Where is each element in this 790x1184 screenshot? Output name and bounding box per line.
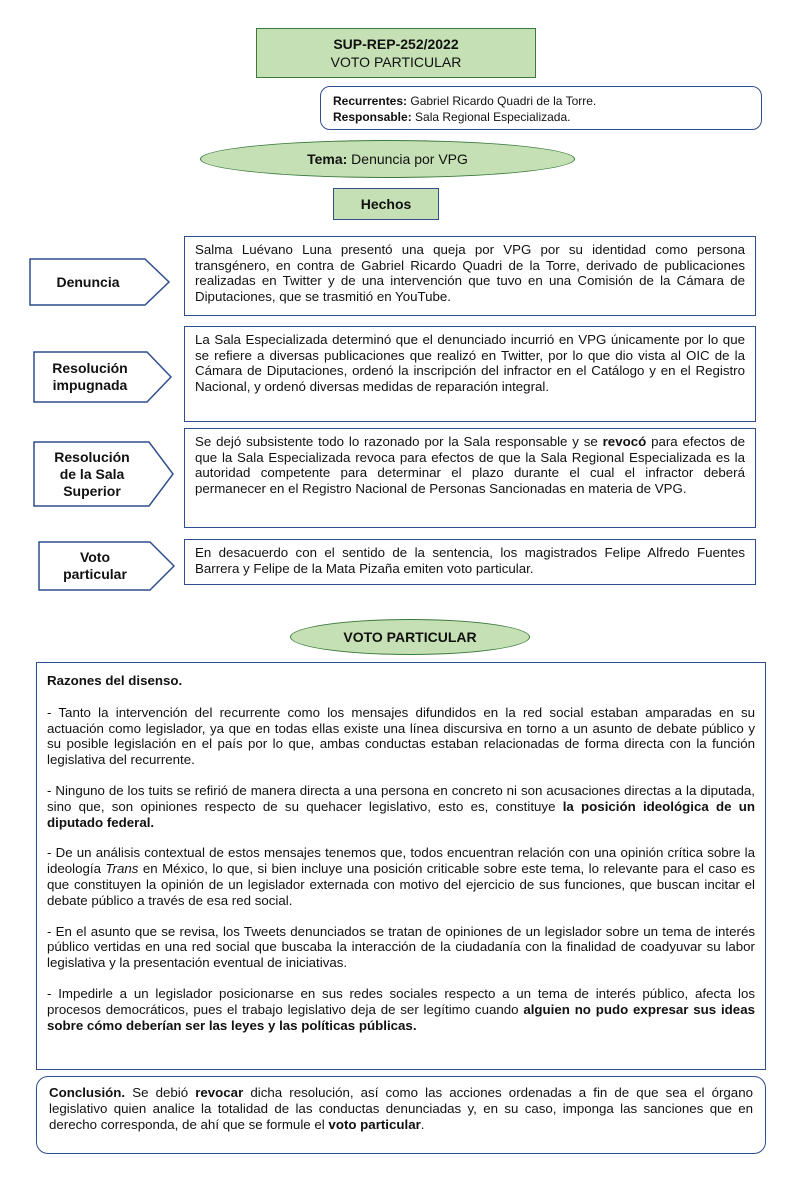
responsable-label: Responsable:: [333, 110, 412, 124]
doc-type: VOTO PARTICULAR: [330, 54, 462, 70]
reason-paragraph-2: - Ninguno de los tuits se refirió de manera directa a una persona en concreto ni son acusaciones directas a la diputada, sino que, son opiniones respecto de su quehacer legislativo, esto es, constituye la posición ideológica de un diputado federal.: [47, 782, 755, 830]
fact-text-voto-particular: En desacuerdo con el sentido de la sentencia, los magistrados Felipe Alfredo Fuentes Barrera y Felipe de la Mata Pizaña emiten voto particular.: [184, 539, 756, 585]
recurrentes-line: [333, 93, 749, 109]
responsable-line: [333, 109, 749, 125]
reasons-title: Razones del disenso.: [47, 673, 183, 688]
hechos-title: Hechos: [333, 188, 439, 220]
fact-label-resolucion-impugnada: Resolución impugnada: [52, 360, 128, 393]
tema-label: Tema:: [307, 151, 348, 167]
conclusion-label: Conclusión.: [49, 1085, 126, 1100]
reason-paragraph-3: - De un análisis contextual de estos mensajes tenemos que, todos encuentran relación con una opinión crítica sobre la ideología Trans en México, lo que, si bien incluye una posición criticable sobre este tema, lo relevante para el caso es que constituyen la opinión de un legislador externada con motivo del ejercicio de sus funciones, que buscan incitar el debate público a través de esa red social.: [47, 845, 755, 908]
conclusion-box: Conclusión. Se debió revocar dicha resolución, así como las acciones ordenadas a fin de que sea el órgano legislativo quien analice la totalidad de las conductas denunciadas y, en su caso, imponga las sanciones que en derecho corresponda, de ahí que se formule el voto particular.: [36, 1076, 766, 1154]
tema-oval: [200, 140, 575, 178]
reason-paragraph-4: - En el asunto que se revisa, los Tweets denunciados se tratan de opiniones de un legislador sobre un tema de interés público vertidas en una red social que buscaba la interacción de la ciudadanía con la finalidad de coadyuvar su labor legislativa y la presentación eventual de iniciativas.: [47, 923, 755, 971]
fact-label-resolucion-sala-superior: Resolución de la Sala Superior: [54, 448, 130, 499]
reason-paragraph-5: - Impedirle a un legislador posicionarse en sus redes sociales respecto a un tema de interés público, afecta los procesos democráticos, pues el trabajo legislativo deja de ser legítimo cuando alguien no pudo expresar sus ideas sobre cómo deberían ser las leyes y las políticas públicas.: [47, 985, 755, 1033]
case-header: [256, 28, 536, 78]
fact-text-resolucion-impugnada: La Sala Especializada determinó que el denunciado incurrió en VPG únicamente por lo que se refiere a diversas publicaciones que realizó en Twitter, por lo que dio vista al OIC de la Cámara de Diputaciones, ordenó la inscripción del infractor en el Catálogo y en el Registro Nacional, y ordenó diversas medidas de reparación integral.: [184, 326, 756, 422]
case-number: SUP-REP-252/2022: [333, 36, 459, 52]
recurrentes-value: Gabriel Ricardo Quadri de la Torre.: [410, 94, 597, 108]
voto-particular-oval: VOTO PARTICULAR: [290, 619, 530, 655]
fact-label-voto-particular: Voto particular: [63, 549, 127, 582]
fact-label-denuncia: Denuncia: [56, 273, 120, 290]
recurrentes-label: Recurrentes:: [333, 94, 408, 108]
parties-box: [320, 86, 762, 130]
fact-text-resolucion-sala-superior: Se dejó subsistente todo lo razonado por la Sala responsable y se revocó para efectos de que la Sala Especializada revoca para efectos de que la Sala Regional Especializada es la autoridad competente para determinar el plazo durante el cual el infractor deberá permanecer en el Registro Nacional de Personas Sancionadas en materia de VPG.: [184, 428, 756, 528]
reasons-box: [36, 662, 766, 1070]
responsable-value: Sala Regional Especializada.: [415, 110, 571, 124]
reason-paragraph-1: - Tanto la intervención del recurrente como los mensajes difundidos en la red social estaban amparadas en su actuación como legislador, ya que en todas ellas existe una línea discursiva en torno a un asunto de debate público y su posible legislación en el país por lo que, ambas conductas estaban relacionadas de forma directa con la función legislativa del recurrente.: [47, 704, 755, 768]
fact-text-denuncia: Salma Luévano Luna presentó una queja por VPG por su identidad como persona transgénero, en contra de Gabriel Ricardo Quadri de la Torre, derivado de publicaciones realizadas en Twitter y de una intervención que tuvo en una Comisión de la Cámara de Diputaciones, que se trasmitió en YouTube.: [184, 236, 756, 316]
tema-value: Denuncia por VPG: [351, 151, 468, 167]
